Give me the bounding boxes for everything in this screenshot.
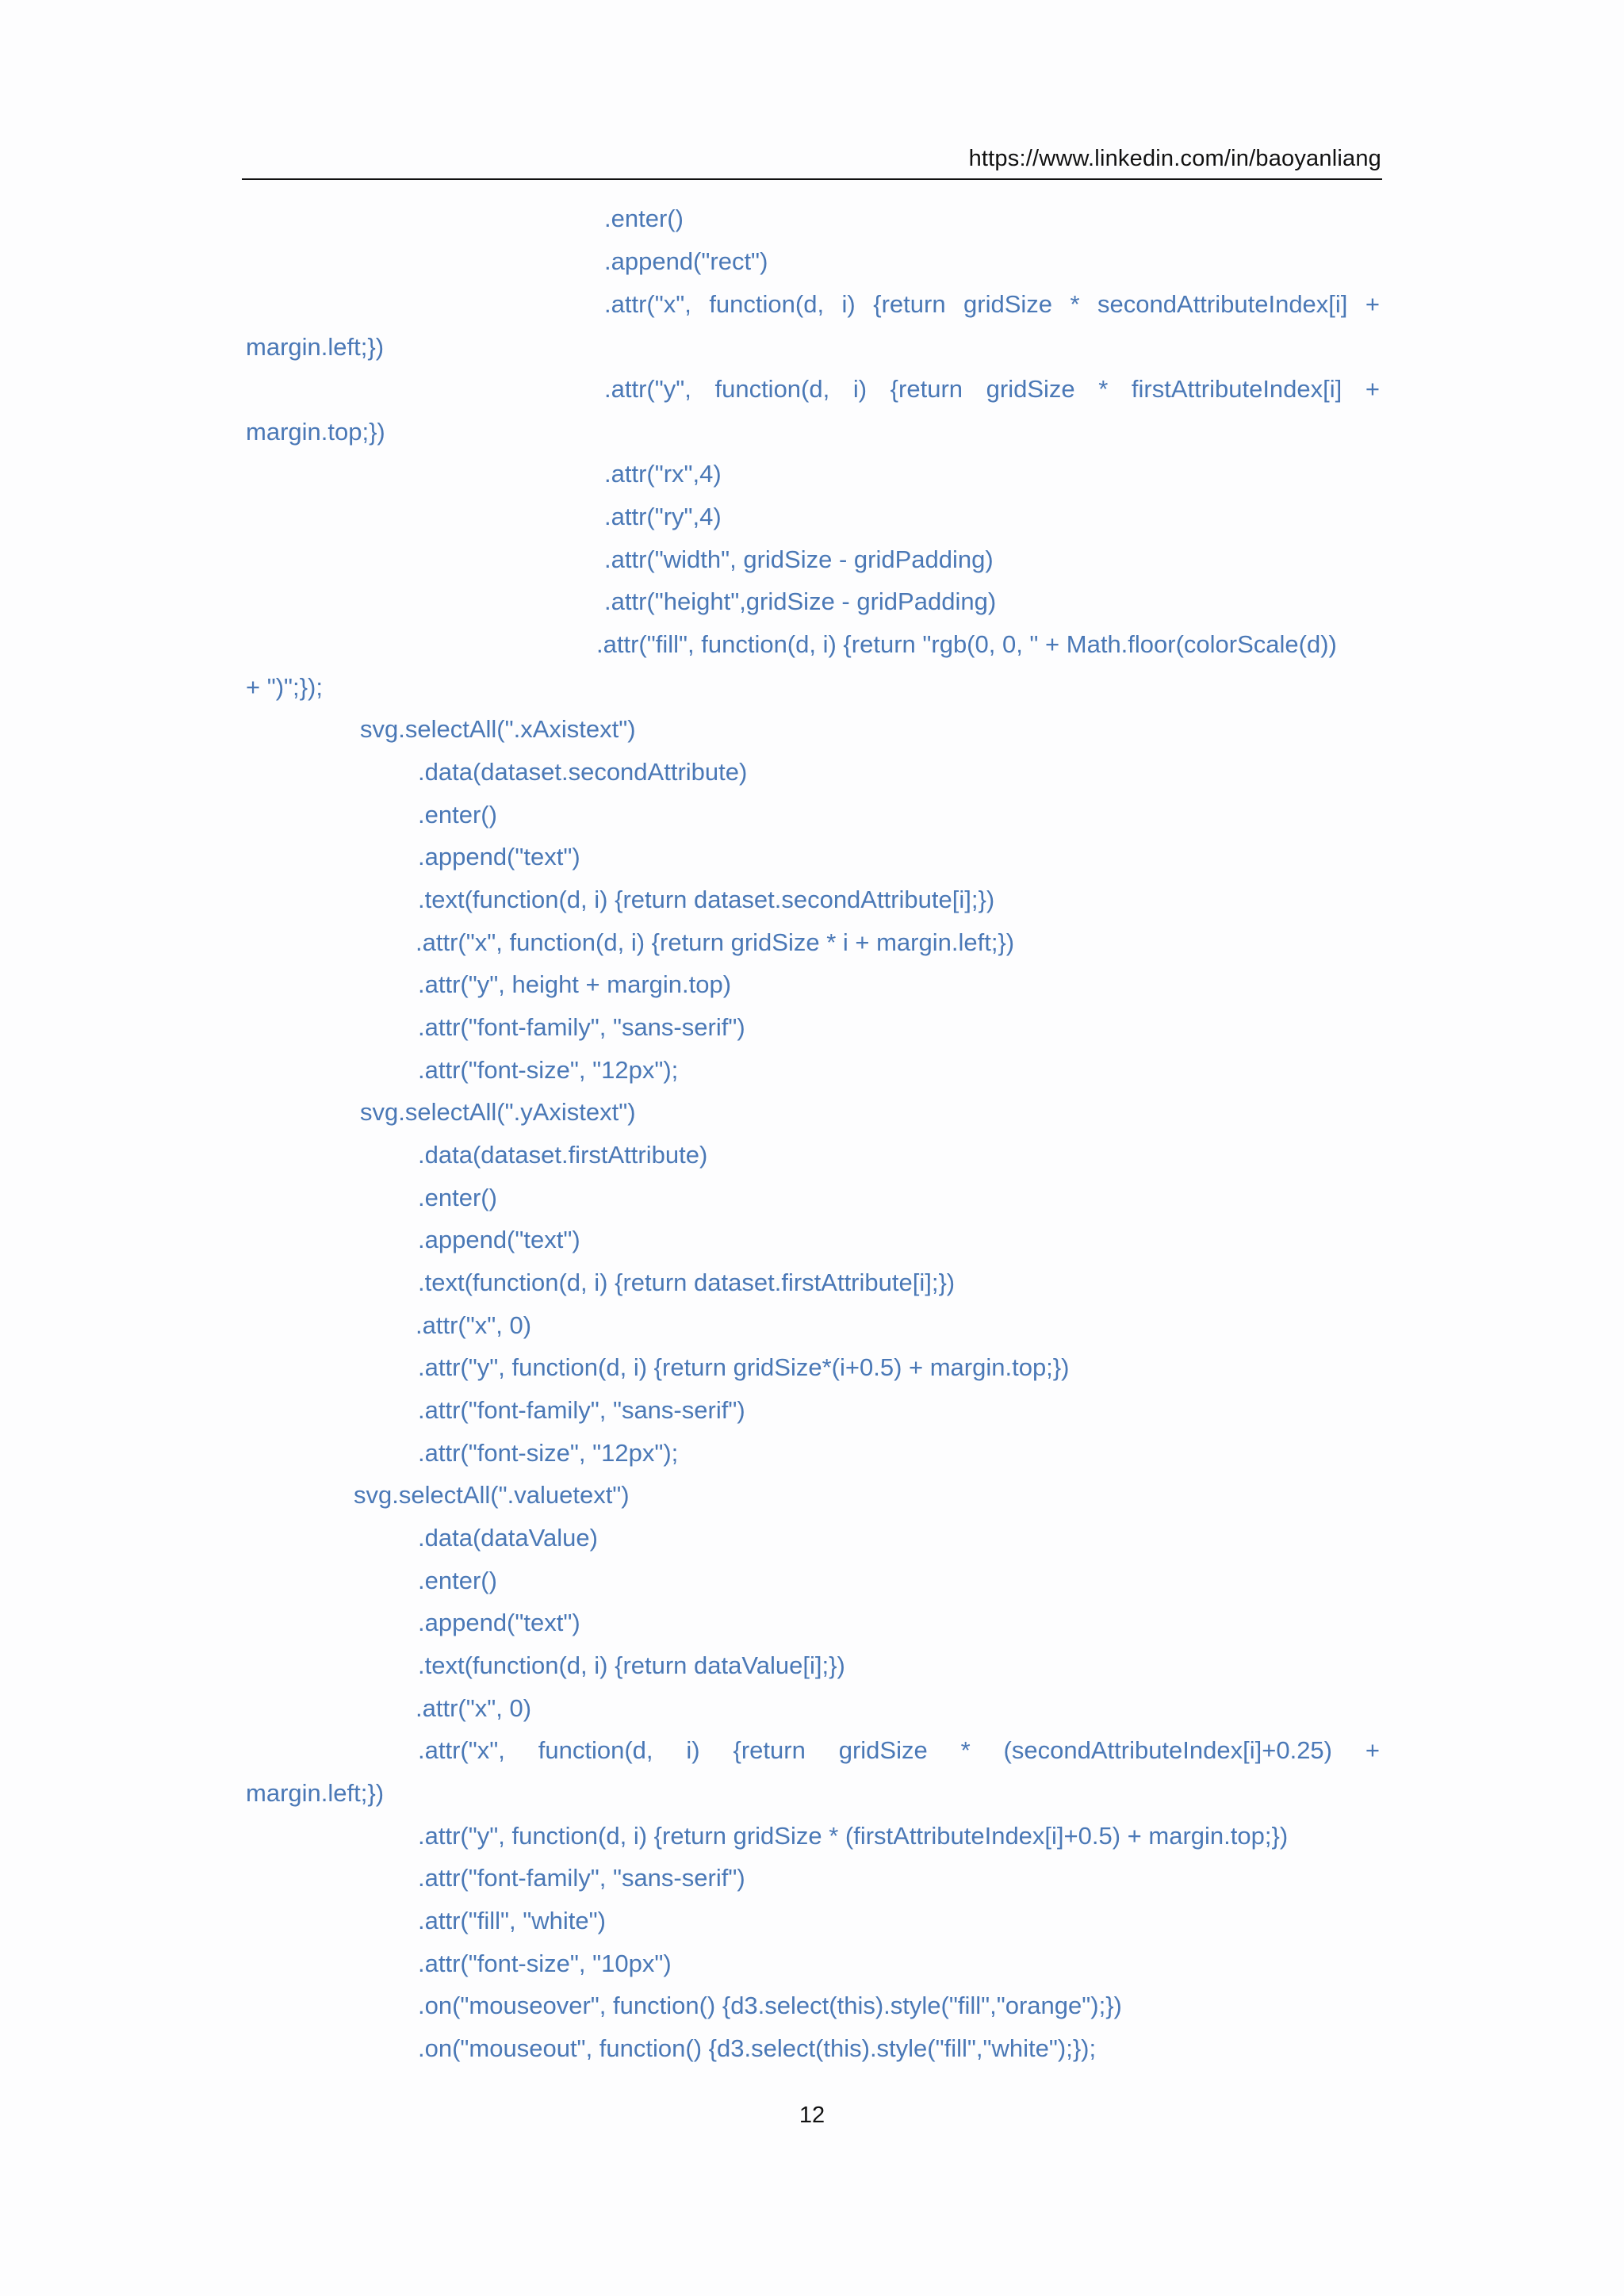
code-line: .attr("width", gridSize - gridPadding) [604,545,994,573]
code-line: .append("rect") [604,247,768,275]
code-line: .attr("font-size", "10px") [418,1950,672,1977]
code-line: .text(function(d, i) {return dataset.firstAttribute[i];}) [418,1269,956,1296]
code-line: .attr("x", function(d, i) {return gridSize * i + margin.left;}) [416,928,1015,956]
code-line: svg.selectAll(".xAxistext") [360,715,636,743]
code-line: .attr("y", function(d, i) {return gridSize * firstAttributeIndex[i] + [604,375,1380,403]
code-line: .on("mouseout", function() {d3.select(this).style("fill","white");}); [418,2034,1097,2062]
code-line: .append("text") [418,1226,580,1253]
code-line: .data(dataValue) [418,1524,598,1552]
code-line: .attr("x", function(d, i) {return gridSize * (secondAttributeIndex[i]+0.25) + [418,1736,1380,1764]
code-line: .append("text") [418,843,580,871]
code-line: .text(function(d, i) {return dataset.secondAttribute[i];}) [418,886,995,913]
code-line: .attr("font-family", "sans-serif") [418,1864,745,1892]
code-line: .attr("y", function(d, i) {return gridSize*(i+0.5) + margin.top;}) [418,1353,1070,1381]
code-line: .attr("font-size", "12px"); [418,1056,679,1084]
header-divider [242,178,1382,180]
code-line: .attr("fill", function(d, i) {return "rgb(0, 0, " + Math.floor(colorScale(d)) [596,630,1337,658]
code-line: .attr("y", function(d, i) {return gridSize * (firstAttributeIndex[i]+0.5) + margin.top;}) [418,1822,1289,1850]
code-line: .attr("x", 0) [416,1694,532,1722]
code-line: .enter() [604,205,684,232]
code-line: .attr("font-family", "sans-serif") [418,1396,745,1424]
code-line: .attr("fill", "white") [418,1907,606,1934]
code-line: .attr("ry",4) [604,503,722,530]
code-line: .attr("rx",4) [604,460,722,488]
code-line: margin.top;}) [246,418,385,446]
header-url: https://www.linkedin.com/in/baoyanliang [968,146,1381,171]
code-line: .attr("x", 0) [416,1311,532,1339]
code-line: .attr("x", function(d, i) {return gridSize * secondAttributeIndex[i] + [604,290,1380,318]
code-line: .data(dataset.firstAttribute) [418,1141,708,1169]
code-line: + ")";}); [246,673,323,701]
code-line: .attr("height",gridSize - gridPadding) [604,587,997,615]
code-line: margin.left;}) [246,1779,385,1807]
code-line: svg.selectAll(".yAxistext") [360,1098,636,1126]
code-line: .attr("y", height + margin.top) [418,970,732,998]
code-line: .append("text") [418,1609,580,1636]
code-line: .enter() [418,801,497,828]
code-line: .enter() [418,1567,497,1594]
page-number: 12 [799,2103,825,2128]
code-line: .data(dataset.secondAttribute) [418,758,748,786]
code-line: svg.selectAll(".valuetext") [354,1481,630,1509]
code-line: .on("mouseover", function() {d3.select(this).style("fill","orange");}) [418,1992,1122,2019]
code-line: margin.left;}) [246,333,385,361]
code-line: .attr("font-size", "12px"); [418,1439,679,1467]
code-line: .attr("font-family", "sans-serif") [418,1013,745,1041]
code-line: .text(function(d, i) {return dataValue[i];}) [418,1651,845,1679]
code-line: .enter() [418,1184,497,1211]
